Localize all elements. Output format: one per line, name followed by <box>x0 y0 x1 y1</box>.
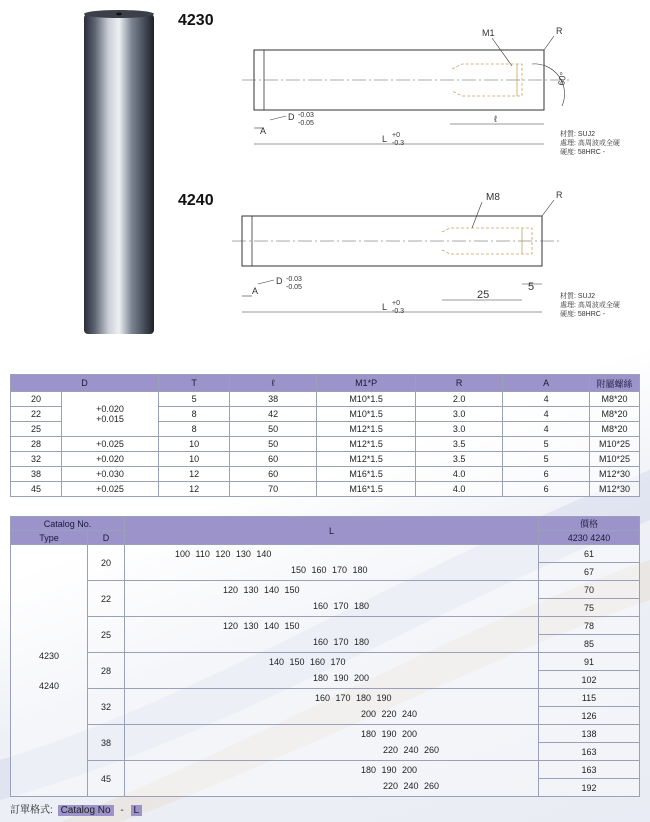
cell-d: 28 <box>88 653 125 689</box>
thread-label-m1: M1 <box>482 28 495 38</box>
cell-t: 10 <box>159 452 230 467</box>
cell-d: 38 <box>11 467 62 482</box>
header-l: L <box>125 517 539 545</box>
cell-screw: M12*30 <box>590 467 640 482</box>
catalog-row <box>11 617 640 635</box>
cell-m1p: M12*1.5 <box>317 422 416 437</box>
header-catalog-no: Catalog No. <box>11 517 125 531</box>
cell-ell: 50 <box>230 422 317 437</box>
material-line-2: 處理: 高周波或全硬 <box>560 140 620 147</box>
cell-price: 85 <box>539 635 640 653</box>
cell-d: 22 <box>11 407 62 422</box>
cell-ell: 60 <box>230 467 317 482</box>
cell-screw: M10*25 <box>590 452 640 467</box>
material-line-3: 硬度: 58HRC - <box>560 149 606 156</box>
order-format-label: 訂單格式: <box>10 805 53 816</box>
d-tol-lower-2: -0.05 <box>286 284 302 291</box>
l-label-2: L <box>382 302 388 312</box>
cell-l-values <box>125 617 539 653</box>
cell-r: 3.0 <box>416 422 503 437</box>
cell-d: 45 <box>11 482 62 497</box>
l-values-row-1: 120 130 140 150 <box>223 584 300 595</box>
material-line-1: 材質: SUJ2 <box>560 293 596 300</box>
cell-r: 3.5 <box>416 437 503 452</box>
l-tol-upper: +0 <box>392 132 400 139</box>
type-4230: 4230 <box>38 650 60 661</box>
cell-price: 102 <box>539 671 640 689</box>
l-values-row-1: 120 130 140 150 <box>223 620 300 631</box>
radius-label: R <box>556 26 563 36</box>
d-label-2: D <box>276 276 283 286</box>
cell-d: 20 <box>88 545 125 581</box>
l-values-row-2: 220 240 260 <box>383 744 440 755</box>
cell-a: 4 <box>503 422 590 437</box>
model-4230-label: 4230 <box>178 12 214 29</box>
header-ell: ℓ <box>230 375 317 392</box>
dim-25: 25 <box>477 289 490 301</box>
cell-r: 2.0 <box>416 392 503 407</box>
header-d: D <box>11 375 159 392</box>
material-block-1 <box>560 130 620 157</box>
cell-ell: 60 <box>230 452 317 467</box>
spec-row <box>11 482 640 497</box>
cell-screw: M8*20 <box>590 422 640 437</box>
l-values-row-2: 200 220 240 <box>361 708 418 719</box>
order-chip-catalog: Catalog No <box>58 805 114 816</box>
cell-a: 5 <box>503 437 590 452</box>
spec-row <box>11 452 640 467</box>
material-line-1: 材質: SUJ2 <box>560 131 596 138</box>
cell-d: 20 <box>11 392 62 407</box>
cell-r: 3.5 <box>416 452 503 467</box>
cell-m1p: M10*1.5 <box>317 392 416 407</box>
cell-a: 5 <box>503 452 590 467</box>
cell-r: 3.0 <box>416 407 503 422</box>
cell-d: 32 <box>88 689 125 725</box>
drawing-4240 <box>232 188 592 318</box>
l-label: L <box>382 134 388 144</box>
angle-label: 60° <box>556 71 569 87</box>
thread-label-m8: M8 <box>486 192 500 203</box>
cell-tol: +0.025 <box>62 482 159 497</box>
cell-price: 67 <box>539 563 640 581</box>
drawing-4230 <box>232 24 592 164</box>
spec-table <box>10 374 640 497</box>
cell-l-values <box>125 545 539 581</box>
d-tol-upper-2: -0.03 <box>286 276 302 283</box>
order-chip-l: L <box>131 805 143 816</box>
cell-t: 8 <box>159 407 230 422</box>
catalog-row <box>11 725 640 743</box>
l-values-row-1: 100 110 120 130 140 <box>175 548 272 559</box>
cell-price: 126 <box>539 707 640 725</box>
dowel-pin-image <box>82 8 156 338</box>
cell-l-values <box>125 653 539 689</box>
cell-d: 38 <box>88 725 125 761</box>
cell-d: 25 <box>11 422 62 437</box>
catalog-row <box>11 581 640 599</box>
a-label-2: A <box>252 286 259 296</box>
cell-ell: 70 <box>230 482 317 497</box>
cell-ell: 38 <box>230 392 317 407</box>
material-line-2: 處理: 高周波或全硬 <box>560 302 620 309</box>
cell-r: 4.0 <box>416 482 503 497</box>
cell-price: 138 <box>539 725 640 743</box>
cell-l-values <box>125 689 539 725</box>
header-m1p: M1*P <box>317 375 416 392</box>
cell-type <box>11 545 88 797</box>
spec-table-header <box>11 375 640 392</box>
cell-a: 4 <box>503 407 590 422</box>
header-screw: 附屬螺絲 <box>590 375 640 392</box>
type-4240: 4240 <box>38 680 60 691</box>
cell-t: 8 <box>159 422 230 437</box>
radius-label-2: R <box>556 190 563 200</box>
cell-m1p: M12*1.5 <box>317 437 416 452</box>
header-t: T <box>159 375 230 392</box>
cell-a: 4 <box>503 392 590 407</box>
cell-d: 22 <box>88 581 125 617</box>
header-a: A <box>503 375 590 392</box>
cell-price: 163 <box>539 761 640 779</box>
cell-screw: M12*30 <box>590 482 640 497</box>
catalog-table <box>10 516 640 797</box>
cell-t: 10 <box>159 437 230 452</box>
cell-price: 75 <box>539 599 640 617</box>
cell-a: 6 <box>503 482 590 497</box>
header-price: 價格 <box>539 517 640 531</box>
cell-d: 45 <box>88 761 125 797</box>
l-values-row-2: 180 190 200 <box>313 672 370 683</box>
d-tol-upper: -0.03 <box>298 112 314 119</box>
cell-price: 78 <box>539 617 640 635</box>
ell-label: ℓ <box>494 114 497 124</box>
d-tol-lower: -0.05 <box>298 120 314 127</box>
cell-l-values <box>125 725 539 761</box>
cell-t: 12 <box>159 467 230 482</box>
catalog-row <box>11 689 640 707</box>
cell-price: 192 <box>539 779 640 797</box>
cell-tol: +0.020 <box>62 452 159 467</box>
cell-d: 25 <box>88 617 125 653</box>
cell-screw: M8*20 <box>590 392 640 407</box>
cell-d: 28 <box>11 437 62 452</box>
l-tol-upper-2: +0 <box>392 300 400 307</box>
l-tol-lower-2: -0.3 <box>392 308 405 315</box>
cell-m1p: M10*1.5 <box>317 407 416 422</box>
cell-ell: 50 <box>230 437 317 452</box>
material-block-2 <box>560 292 620 319</box>
l-values-row-1: 180 190 200 <box>361 764 418 775</box>
spec-row <box>11 437 640 452</box>
spec-row <box>11 392 640 407</box>
l-values-row-2: 220 240 260 <box>383 780 440 791</box>
cell-price: 91 <box>539 653 640 671</box>
cell-l-values <box>125 761 539 797</box>
spec-row <box>11 467 640 482</box>
cell-m1p: M16*1.5 <box>317 482 416 497</box>
d-label: D <box>288 112 295 122</box>
l-values-row-2: 160 170 180 <box>313 636 370 647</box>
material-line-3: 硬度: 58HRC - <box>560 311 606 318</box>
cell-screw: M8*20 <box>590 407 640 422</box>
cell-l-values <box>125 581 539 617</box>
cell-price: 61 <box>539 545 640 563</box>
cell-ell: 42 <box>230 407 317 422</box>
cell-tol: +0.030 <box>62 467 159 482</box>
tol-a: +0.020 <box>96 404 124 414</box>
cell-t: 5 <box>159 392 230 407</box>
header-d: D <box>88 531 125 545</box>
cell-m1p: M16*1.5 <box>317 467 416 482</box>
header-price-models: 4230 4240 <box>539 531 640 545</box>
cell-price: 115 <box>539 689 640 707</box>
l-tol-lower: -0.3 <box>392 140 405 147</box>
cell-t: 12 <box>159 482 230 497</box>
cell-screw: M10*25 <box>590 437 640 452</box>
tol-b: +0.015 <box>96 414 124 424</box>
order-format <box>10 801 142 816</box>
cell-m1p: M12*1.5 <box>317 452 416 467</box>
l-values-row-1: 180 190 200 <box>361 728 418 739</box>
l-values-row-2: 160 170 180 <box>313 600 370 611</box>
model-4240-label: 4240 <box>178 192 214 209</box>
cell-price: 163 <box>539 743 640 761</box>
cell-price: 70 <box>539 581 640 599</box>
cell-a: 6 <box>503 467 590 482</box>
l-values-row-2: 150 160 170 180 <box>291 564 368 575</box>
dim-5: 5 <box>528 281 535 293</box>
a-label: A <box>260 126 267 136</box>
header-type: Type <box>11 531 88 545</box>
catalog-row <box>11 761 640 779</box>
l-values-row-1: 160 170 180 190 <box>315 692 392 703</box>
order-sep: - <box>120 805 124 816</box>
cell-r: 4.0 <box>416 467 503 482</box>
catalog-row <box>11 545 640 563</box>
cell-tol-group <box>62 392 159 437</box>
cell-tol: +0.025 <box>62 437 159 452</box>
catalog-row <box>11 653 640 671</box>
l-values-row-1: 140 150 160 170 <box>269 656 346 667</box>
cell-d: 32 <box>11 452 62 467</box>
catalog-header-row-1 <box>11 517 640 531</box>
header-r: R <box>416 375 503 392</box>
